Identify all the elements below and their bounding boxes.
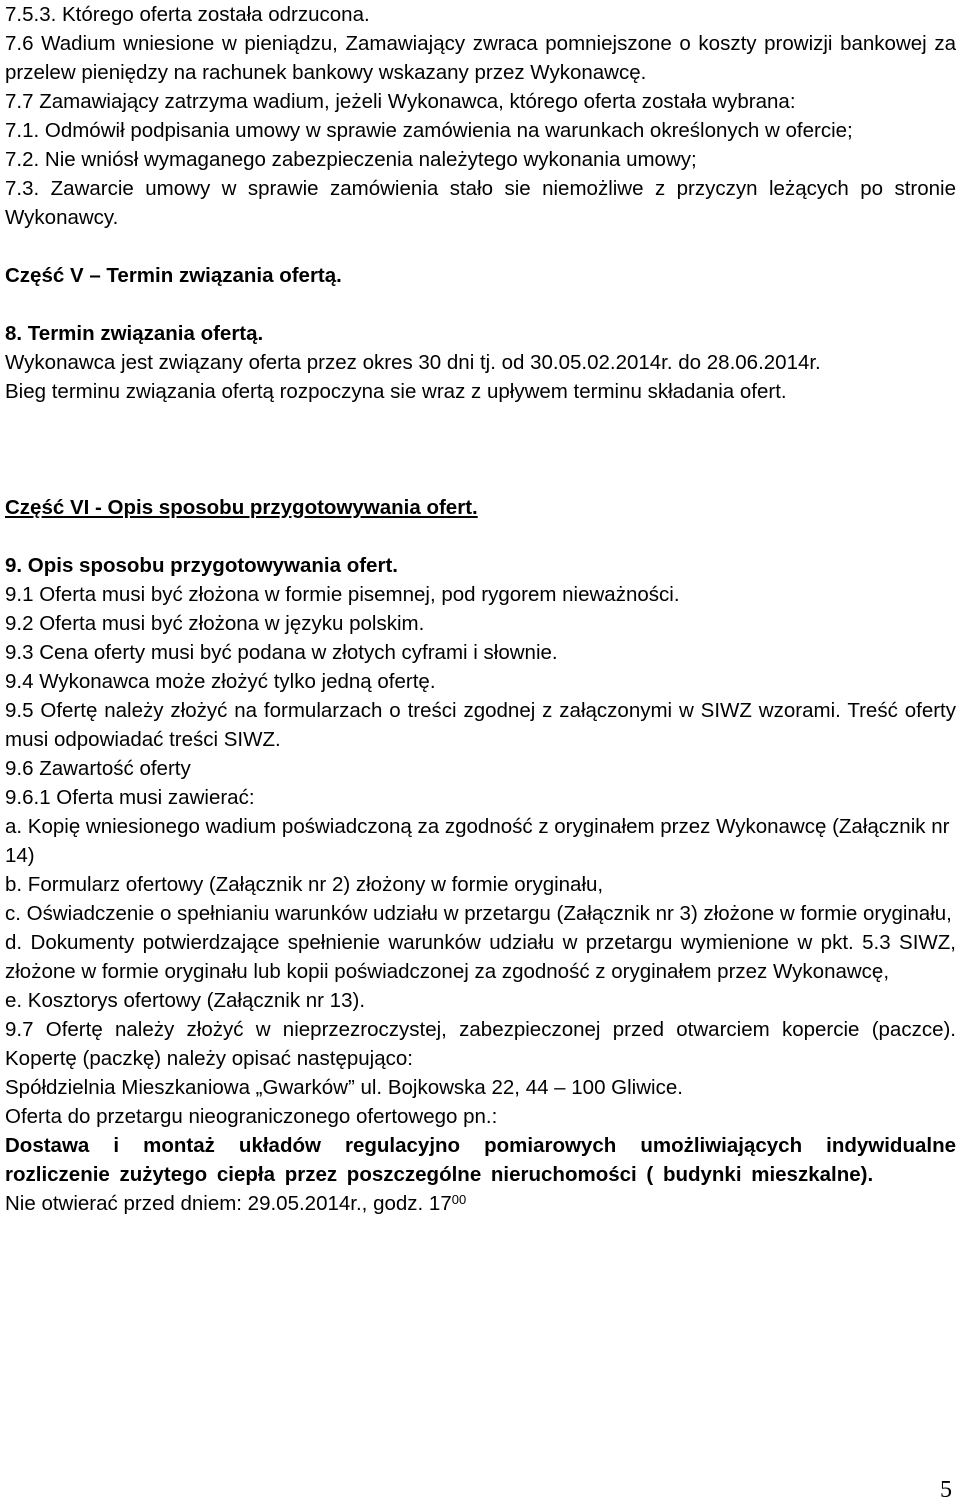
envelope-tender-label: Oferta do przetargu nieograniczonego ofertowego pn.: [5,1105,498,1128]
point-9-3: 9.3 Cena oferty musi być podana w złotych cyframi i słownie. [5,641,558,664]
point-e-cost-estimate: e. Kosztorys ofertowy (Załącznik nr 13). [5,989,366,1012]
document-page [5,0,956,1218]
section-9-heading: 9. Opis sposobu przygotowywania ofert. [5,554,398,577]
point-7-7: 7.7 Zamawiający zatrzyma wadium, jeżeli Wykonawca, którego oferta została wybrana: [5,90,796,113]
spacer [5,406,956,493]
point-9-7: 9.7 Ofertę należy złożyć w nieprzezroczystej, zabezpieczonej przed otwarciem kopercie (paczce). Kopertę (paczkę) należy opisać następująco: [5,1018,956,1070]
point-9-6: 9.6 Zawartość oferty [5,757,191,780]
spacer [5,232,956,261]
point-c-statement: c. Oświadczenie o spełnianiu warunków udziału w przetargu (Załącznik nr 3) złożone w formie oryginału, [5,902,952,925]
do-not-open-minutes: 00 [451,1192,467,1207]
point-9-5: 9.5 Ofertę należy złożyć na formularzach o treści zgodnej z załączonymi w SIWZ wzorami. Treść oferty musi odpowiadać treści SIWZ. [5,699,956,751]
point-7-5-3: 7.5.3. Którego oferta została odrzucona. [5,3,370,26]
point-b-offer-form: b. Formularz ofertowy (Załącznik nr 2) złożony w formie oryginału, [5,873,604,896]
point-9-1: 9.1 Oferta musi być złożona w formie pisemnej, pod rygorem nieważności. [5,583,680,606]
point-7-1: 7.1. Odmówił podpisania umowy w sprawie zamówienia na warunkach określonych w ofercie; [5,119,853,142]
point-9-6-1: 9.6.1 Oferta musi zawierać: [5,786,255,809]
point-7-2: 7.2. Nie wniósł wymaganego zabezpieczenia należytego wykonania umowy; [5,148,697,171]
point-9-4: 9.4 Wykonawca może złożyć tylko jedną ofertę. [5,670,436,693]
point-a-wadium-copy: a. Kopię wniesionego wadium poświadczoną za zgodność z oryginałem przez Wykonawcę (Załącznik nr 14) [5,815,950,867]
point-7-3: 7.3. Zawarcie umowy w sprawie zamówienia stało sie niemożliwe z przyczyn leżących po stronie Wykonawcy. [5,177,956,229]
do-not-open-text: Nie otwierać przed dniem: 29.05.2014r., godz. 17 [5,1192,452,1215]
part-v-heading: Część V – Termin związania ofertą. [5,264,342,287]
spacer [5,522,956,551]
section-8-heading: 8. Termin związania ofertą. [5,322,264,345]
envelope-address: Spółdzielnia Mieszkaniowa „Gwarków” ul. Bojkowska 22, 44 – 100 Gliwice. [5,1076,683,1099]
point-9-2: 9.2 Oferta musi być złożona w języku polskim. [5,612,425,635]
tender-title: Dostawa i montaż układów regulacyjno pomiarowych umożliwiających indywidualne rozliczenie zużytego ciepła przez poszczególne nieruchomości ( budynki mieszkalne). [5,1134,956,1186]
spacer [5,290,956,319]
part-vi-heading: Część VI - Opis sposobu przygotowywania ofert. [5,496,478,519]
do-not-open-line [5,1189,956,1218]
page-number: 5 [940,1477,952,1503]
point-7-6: 7.6 Wadium wniesione w pieniądzu, Zamawiający zwraca pomniejszone o koszty prowizji bankowej za przelew pieniędzy na rachunek bankowy wskazany przez Wykonawcę. [5,32,956,84]
section-8-binding-period: Wykonawca jest związany oferta przez okres 30 dni tj. od 30.05.02.2014r. do 28.06.2014r. [5,351,821,374]
point-d-documents: d. Dokumenty potwierdzające spełnienie warunków udziału w przetargu wymienione w pkt. 5.3 SIWZ, złożone w formie oryginału lub kopii poświadczonej za zgodność z oryginałem przez Wykonawcę, [5,931,956,983]
section-8-period-start: Bieg terminu związania ofertą rozpoczyna sie wraz z upływem terminu składania ofert. [5,380,787,403]
